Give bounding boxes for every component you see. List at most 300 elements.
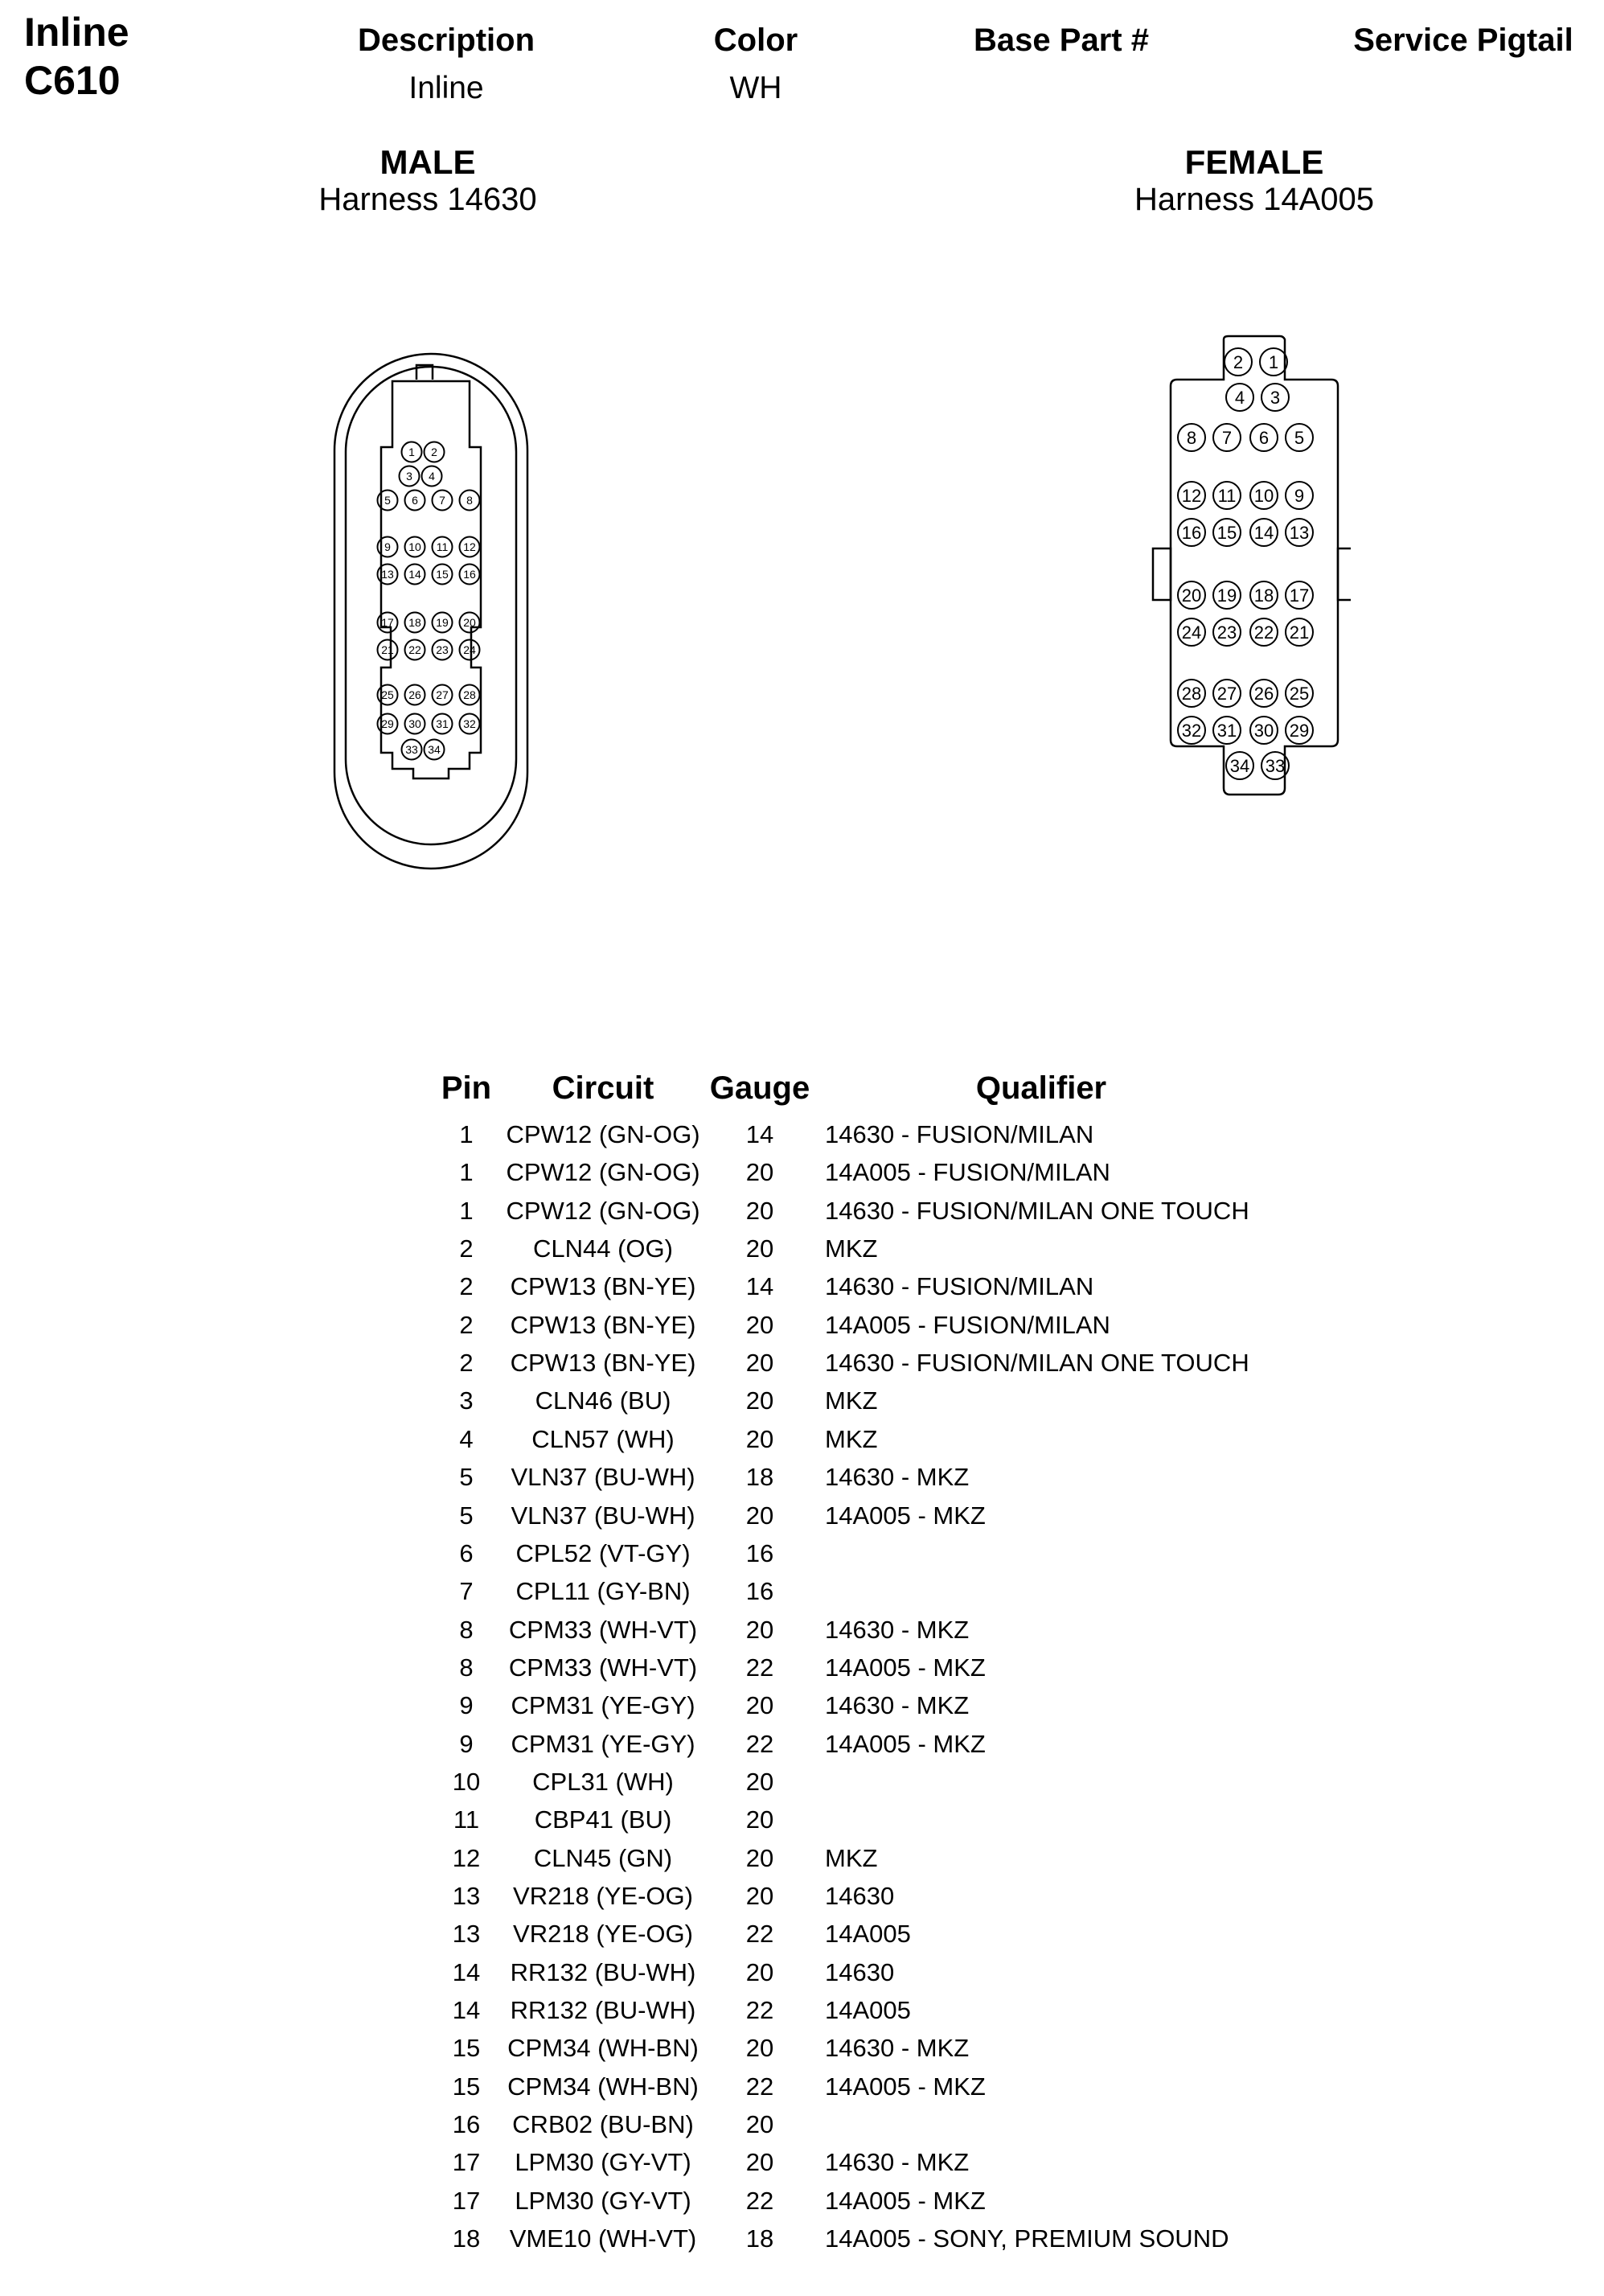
- male-pin: [402, 740, 422, 760]
- color-header: Color: [713, 23, 798, 58]
- qualifier-cell: 14630 - MKZ: [825, 2148, 970, 2177]
- male-pin: [433, 640, 453, 660]
- pin-cell: 14: [452, 1957, 481, 1986]
- circuit-cell: LPM30 (GY-VT): [515, 2148, 691, 2177]
- male-pin: [425, 442, 445, 462]
- male-pin: [405, 685, 425, 705]
- circuit-cell: CPW13 (BN-YE): [510, 1272, 696, 1301]
- female-view-subtitle: Harness 14A005: [1134, 182, 1374, 217]
- table-row: [0, 2029, 1604, 2067]
- qualifier-cell: 14630 - FUSION/MILAN ONE TOUCH: [825, 1196, 1249, 1225]
- table-row: [0, 2182, 1604, 2220]
- base-part-header: Base Part #: [974, 23, 1149, 58]
- female-pin: [1213, 618, 1241, 646]
- circuit-cell: VLN37 (BU-WH): [511, 1501, 695, 1530]
- male-pin: [422, 466, 442, 487]
- qualifier-cell: 14A005 - FUSION/MILAN: [825, 1158, 1110, 1187]
- pin-cell: 2: [459, 1349, 474, 1378]
- female-pin: [1225, 348, 1252, 376]
- female-pin: [1261, 384, 1289, 411]
- female-pin-label: 3: [1270, 387, 1281, 408]
- male-pin-label: 22: [408, 643, 421, 657]
- male-pin-label: 24: [463, 643, 476, 657]
- table-row: [0, 1458, 1604, 1496]
- qualifier-cell: 14A005 - MKZ: [825, 1653, 986, 1682]
- female-pin-label: 24: [1181, 622, 1202, 643]
- female-pin: [1250, 519, 1278, 546]
- qualifier-cell: MKZ: [825, 1234, 878, 1263]
- male-pin: [405, 565, 425, 585]
- circuit-cell: RR132 (BU-WH): [510, 1996, 696, 2025]
- male-pin-label: 7: [439, 494, 445, 507]
- table-row: [0, 1611, 1604, 1649]
- table-row: [0, 1230, 1604, 1267]
- female-pin: [1286, 717, 1313, 744]
- gauge-cell: 20: [745, 1805, 774, 1834]
- gauge-cell: 16: [745, 1577, 774, 1606]
- male-pin-label: 12: [463, 540, 476, 554]
- table-row: [0, 1153, 1604, 1191]
- circuit-cell: CPM31 (YE-GY): [511, 1729, 695, 1758]
- description-header: Description: [357, 23, 535, 58]
- male-pin-label: 30: [408, 717, 421, 731]
- male-pin-label: 18: [408, 616, 421, 630]
- female-pin-label: 18: [1253, 585, 1274, 606]
- pin-cell: 16: [452, 2110, 481, 2139]
- male-pin-label: 34: [428, 743, 441, 757]
- gauge-cell: 20: [745, 1234, 774, 1263]
- male-pin: [433, 685, 453, 705]
- female-pin: [1250, 424, 1278, 451]
- female-pin-label: 17: [1289, 585, 1310, 606]
- pin-cell: 6: [459, 1538, 474, 1567]
- pin-cell: 9: [459, 1729, 474, 1758]
- male-pin: [460, 537, 480, 557]
- male-pin-label: 4: [429, 470, 435, 483]
- female-pin-label: 1: [1268, 351, 1279, 372]
- female-pin: [1250, 581, 1278, 609]
- male-pin-label: 33: [405, 743, 418, 757]
- pin-cell: 2: [459, 1234, 474, 1263]
- female-pin: [1213, 519, 1241, 546]
- female-pin: [1286, 424, 1313, 451]
- circuit-cell: CPM33 (WH-VT): [508, 1653, 698, 1682]
- pin-cell: 13: [452, 1920, 481, 1949]
- gauge-cell: 20: [745, 1615, 774, 1644]
- male-pin-label: 26: [408, 688, 421, 702]
- gauge-cell: 18: [745, 2224, 774, 2253]
- table-row: [0, 2105, 1604, 2143]
- pin-cell: 14: [452, 1996, 481, 2025]
- qualifier-cell: 14630: [825, 1957, 895, 1986]
- female-pin-label: 6: [1258, 427, 1270, 448]
- female-pin-label: 23: [1216, 622, 1237, 643]
- gauge-cell: 20: [745, 1349, 774, 1378]
- female-pin-label: 15: [1216, 522, 1237, 543]
- female-pin: [1226, 384, 1253, 411]
- female-pin: [1286, 482, 1313, 509]
- circuit-cell: VLN37 (BU-WH): [511, 1463, 695, 1492]
- gauge-cell: 20: [745, 2034, 774, 2063]
- table-row: [0, 1497, 1604, 1534]
- gauge-cell: 20: [745, 1424, 774, 1453]
- male-pin: [433, 491, 453, 511]
- gauge-cell: 20: [745, 1158, 774, 1187]
- male-pin-label: 14: [408, 568, 421, 581]
- female-pin: [1261, 752, 1289, 779]
- female-pin: [1178, 717, 1205, 744]
- qualifier-cell: 14A005 - MKZ: [825, 1501, 986, 1530]
- female-pin-label: 14: [1253, 522, 1274, 543]
- male-pin: [400, 466, 420, 487]
- pin-cell: 18: [452, 2224, 481, 2253]
- male-pin: [405, 640, 425, 660]
- gauge-cell: 22: [745, 1920, 774, 1949]
- female-pin-label: 13: [1289, 522, 1310, 543]
- female-pin: [1178, 424, 1205, 451]
- pin-cell: 10: [452, 1767, 481, 1796]
- qualifier-cell: 14A005 - MKZ: [825, 2072, 986, 2101]
- circuit-cell: CPW12 (GN-OG): [506, 1158, 700, 1187]
- male-pin-label: 5: [384, 494, 391, 507]
- table-row: [0, 1534, 1604, 1572]
- male-pin: [433, 714, 453, 734]
- male-pin-label: 1: [408, 446, 415, 459]
- male-pin-label: 28: [463, 688, 476, 702]
- female-pin: [1178, 482, 1205, 509]
- male-pin: [378, 685, 398, 705]
- female-pin-label: 2: [1233, 351, 1244, 372]
- circuit-cell: VME10 (WH-VT): [509, 2224, 697, 2253]
- table-row: [0, 1382, 1604, 1419]
- female-right-latch: [1338, 548, 1351, 600]
- male-pin-label: 8: [466, 494, 473, 507]
- table-row: [0, 1801, 1604, 1838]
- circuit-cell: CPW13 (BN-YE): [510, 1310, 696, 1339]
- pin-cell: 13: [452, 1882, 481, 1910]
- female-pin: [1250, 618, 1278, 646]
- circuit-cell: CPL31 (WH): [532, 1767, 674, 1796]
- circuit-cell: VR218 (YE-OG): [513, 1882, 693, 1910]
- gauge-cell: 22: [745, 2072, 774, 2101]
- male-pin: [460, 640, 480, 660]
- qualifier-cell: MKZ: [825, 1424, 878, 1453]
- table-row: [0, 1192, 1604, 1230]
- female-view-title: FEMALE: [1184, 143, 1324, 181]
- table-row: [0, 1115, 1604, 1153]
- female-pin-label: 20: [1181, 585, 1202, 606]
- female-pin: [1250, 680, 1278, 707]
- female-pin: [1226, 752, 1253, 779]
- circuit-cell: CPW12 (GN-OG): [506, 1120, 700, 1148]
- circuit-cell: CPL11 (GY-BN): [515, 1577, 691, 1606]
- pin-cell: 1: [459, 1196, 474, 1225]
- table-row: [0, 1572, 1604, 1610]
- pin-cell: 1: [459, 1158, 474, 1187]
- gauge-cell: 20: [745, 1691, 774, 1720]
- gauge-cell: 20: [745, 1196, 774, 1225]
- male-pin: [460, 613, 480, 633]
- circuit-cell: CBP41 (BU): [534, 1805, 672, 1834]
- circuit-cell: CPM31 (YE-GY): [511, 1691, 695, 1720]
- pin-cell: 2: [459, 1272, 474, 1301]
- male-view-subtitle: Harness 14630: [318, 182, 537, 217]
- table-row: [0, 1306, 1604, 1344]
- qualifier-cell: 14A005 - SONY, PREMIUM SOUND: [825, 2224, 1229, 2253]
- gauge-cell: 20: [745, 1310, 774, 1339]
- male-outer-shell: [334, 354, 527, 869]
- female-pin-label: 28: [1181, 683, 1202, 704]
- table-header-pin: Pin: [441, 1070, 492, 1106]
- male-pin-label: 19: [436, 616, 449, 630]
- female-pin-label: 32: [1181, 720, 1202, 741]
- circuit-cell: CRB02 (BU-BN): [512, 2110, 694, 2139]
- female-pin-label: 30: [1253, 720, 1274, 741]
- table-header-qualifier: Qualifier: [975, 1070, 1107, 1106]
- connector-type: Inline: [24, 10, 129, 55]
- female-pin-label: 31: [1216, 720, 1237, 741]
- circuit-cell: CPW13 (BN-YE): [510, 1349, 696, 1378]
- qualifier-cell: 14630 - FUSION/MILAN: [825, 1120, 1094, 1148]
- table-row: [0, 1267, 1604, 1305]
- qualifier-cell: 14630 - FUSION/MILAN: [825, 1272, 1094, 1301]
- male-pin-label: 13: [381, 568, 394, 581]
- male-connector-diagram: [330, 346, 539, 877]
- pin-cell: 8: [459, 1653, 474, 1682]
- circuit-cell: CPL52 (VT-GY): [515, 1538, 691, 1567]
- pin-cell: 11: [453, 1805, 480, 1834]
- female-pin: [1286, 680, 1313, 707]
- male-pin-label: 23: [436, 643, 449, 657]
- gauge-cell: 20: [745, 1882, 774, 1910]
- female-pin-label: 5: [1294, 427, 1305, 448]
- qualifier-cell: 14A005 - MKZ: [825, 2186, 986, 2215]
- male-inner-shell: [346, 367, 516, 844]
- circuit-cell: CPM34 (WH-BN): [507, 2034, 699, 2063]
- gauge-cell: 20: [745, 1843, 774, 1872]
- male-pin: [433, 613, 453, 633]
- male-pin: [378, 714, 398, 734]
- circuit-cell: CLN44 (OG): [533, 1234, 673, 1263]
- description-value: Inline: [408, 71, 484, 105]
- gauge-cell: 20: [745, 1767, 774, 1796]
- male-pin-label: 6: [412, 494, 418, 507]
- female-pin-label: 4: [1234, 387, 1245, 408]
- gauge-cell: 20: [745, 1501, 774, 1530]
- connector-id: C610: [24, 58, 121, 103]
- female-left-latch: [1153, 548, 1171, 600]
- gauge-cell: 22: [745, 2186, 774, 2215]
- female-pin-label: 25: [1289, 683, 1310, 704]
- female-pin: [1213, 424, 1241, 451]
- gauge-cell: 22: [745, 1653, 774, 1682]
- female-pin: [1286, 581, 1313, 609]
- gauge-cell: 14: [745, 1272, 774, 1301]
- female-pin-label: 9: [1294, 485, 1305, 506]
- male-pin: [433, 537, 453, 557]
- male-pin-label: 16: [463, 568, 476, 581]
- male-pin: [402, 442, 422, 462]
- pin-cell: 1: [459, 1120, 474, 1148]
- male-pin: [405, 613, 425, 633]
- table-row: [0, 1839, 1604, 1877]
- circuit-cell: CLN45 (GN): [533, 1843, 673, 1872]
- qualifier-cell: 14630 - MKZ: [825, 2034, 970, 2063]
- pin-cell: 5: [459, 1463, 474, 1492]
- female-pin: [1286, 618, 1313, 646]
- qualifier-cell: MKZ: [825, 1386, 878, 1415]
- female-pin: [1213, 680, 1241, 707]
- male-pin-label: 10: [408, 540, 421, 554]
- qualifier-cell: 14630 - FUSION/MILAN ONE TOUCH: [825, 1349, 1249, 1378]
- circuit-cell: LPM30 (GY-VT): [515, 2186, 691, 2215]
- male-pin-label: 9: [384, 540, 391, 554]
- qualifier-cell: 14630 - MKZ: [825, 1615, 970, 1644]
- qualifier-cell: 14630: [825, 1882, 895, 1910]
- female-pin: [1213, 581, 1241, 609]
- pin-cell: 12: [452, 1843, 481, 1872]
- male-view-title: MALE: [379, 143, 476, 181]
- pin-cell: 4: [459, 1424, 474, 1453]
- male-pin-label: 21: [381, 643, 394, 657]
- gauge-cell: 20: [745, 1386, 774, 1415]
- service-pigtail-header: Service Pigtail: [1353, 23, 1573, 58]
- female-pin-label: 21: [1289, 622, 1310, 643]
- pin-cell: 3: [459, 1386, 474, 1415]
- male-pin: [433, 565, 453, 585]
- circuit-cell: CPW12 (GN-OG): [506, 1196, 700, 1225]
- pin-cell: 8: [459, 1615, 474, 1644]
- male-pin-label: 29: [381, 717, 394, 731]
- female-pin: [1213, 482, 1241, 509]
- table-row: [0, 1344, 1604, 1382]
- female-pin-label: 33: [1265, 755, 1286, 776]
- male-pin: [460, 685, 480, 705]
- female-pin-label: 16: [1181, 522, 1202, 543]
- female-pin-label: 34: [1229, 755, 1250, 776]
- female-pin-label: 12: [1181, 485, 1202, 506]
- table-row: [0, 1649, 1604, 1686]
- female-pin-label: 22: [1253, 622, 1274, 643]
- pin-cell: 2: [459, 1310, 474, 1339]
- table-row: [0, 1686, 1604, 1724]
- table-row: [0, 2143, 1604, 2181]
- qualifier-cell: MKZ: [825, 1843, 878, 1872]
- female-pin: [1213, 717, 1241, 744]
- table-row: [0, 2068, 1604, 2105]
- female-pin: [1178, 519, 1205, 546]
- male-pin-label: 25: [381, 688, 394, 702]
- female-pin-label: 26: [1253, 683, 1274, 704]
- gauge-cell: 20: [745, 2148, 774, 2177]
- female-pin: [1286, 519, 1313, 546]
- circuit-cell: RR132 (BU-WH): [510, 1957, 696, 1986]
- male-pin: [405, 714, 425, 734]
- qualifier-cell: 14630 - MKZ: [825, 1463, 970, 1492]
- pin-cell: 17: [452, 2148, 481, 2177]
- male-pin: [460, 565, 480, 585]
- table-row: [0, 1725, 1604, 1763]
- gauge-cell: 22: [745, 1729, 774, 1758]
- male-pin-label: 15: [436, 568, 449, 581]
- male-pin: [378, 565, 398, 585]
- male-pin-label: 27: [436, 688, 449, 702]
- male-pin-label: 3: [406, 470, 412, 483]
- qualifier-cell: 14A005: [825, 1920, 911, 1949]
- female-pin-label: 10: [1253, 485, 1274, 506]
- male-pin-label: 17: [381, 616, 394, 630]
- circuit-cell: VR218 (YE-OG): [513, 1920, 693, 1949]
- female-pin-label: 27: [1216, 683, 1237, 704]
- circuit-cell: CLN57 (WH): [531, 1424, 675, 1453]
- qualifier-cell: 14630 - MKZ: [825, 1691, 970, 1720]
- gauge-cell: 22: [745, 1996, 774, 2025]
- color-value: WH: [729, 71, 782, 105]
- female-pin: [1260, 348, 1287, 376]
- female-pin: [1250, 482, 1278, 509]
- table-row: [0, 1763, 1604, 1801]
- pin-cell: 7: [459, 1577, 474, 1606]
- gauge-cell: 14: [745, 1120, 774, 1148]
- male-pin: [425, 740, 445, 760]
- table-row: [0, 1877, 1604, 1915]
- pin-cell: 17: [452, 2186, 481, 2215]
- male-pin: [378, 613, 398, 633]
- female-pin: [1178, 680, 1205, 707]
- female-pin-label: 11: [1217, 485, 1237, 506]
- female-pin-label: 29: [1289, 720, 1310, 741]
- table-row: [0, 1953, 1604, 1991]
- pin-cell: 15: [452, 2034, 481, 2063]
- table-row: [0, 1991, 1604, 2029]
- gauge-cell: 20: [745, 1957, 774, 1986]
- male-pin-label: 2: [431, 446, 437, 459]
- gauge-cell: 16: [745, 1538, 774, 1567]
- gauge-cell: 18: [745, 1463, 774, 1492]
- pin-cell: 9: [459, 1691, 474, 1720]
- female-pin: [1178, 618, 1205, 646]
- circuit-cell: CPM34 (WH-BN): [507, 2072, 699, 2101]
- male-pin: [378, 640, 398, 660]
- male-pin: [460, 491, 480, 511]
- table-row: [0, 1915, 1604, 1953]
- male-pin-label: 31: [436, 717, 449, 731]
- female-pin: [1250, 717, 1278, 744]
- female-connector-diagram: [1142, 322, 1351, 812]
- qualifier-cell: 14A005: [825, 1996, 911, 2025]
- female-pin-label: 7: [1221, 427, 1233, 448]
- pin-cell: 15: [452, 2072, 481, 2101]
- male-pin-label: 32: [463, 717, 476, 731]
- circuit-cell: CLN46 (BU): [535, 1386, 671, 1415]
- table-row: [0, 2220, 1604, 2257]
- circuit-cell: CPM33 (WH-VT): [508, 1615, 698, 1644]
- table-header-gauge: Gauge: [709, 1070, 810, 1106]
- male-pin: [405, 537, 425, 557]
- table-header-circuit: Circuit: [552, 1070, 654, 1106]
- table-row: [0, 1420, 1604, 1458]
- qualifier-cell: 14A005 - MKZ: [825, 1729, 986, 1758]
- male-pin: [405, 491, 425, 511]
- female-pin-label: 19: [1216, 585, 1237, 606]
- qualifier-cell: 14A005 - FUSION/MILAN: [825, 1310, 1110, 1339]
- male-pin-label: 20: [463, 616, 476, 630]
- male-pin: [460, 714, 480, 734]
- male-pin-label: 11: [436, 540, 449, 554]
- female-pin-label: 8: [1186, 427, 1197, 448]
- gauge-cell: 20: [745, 2110, 774, 2139]
- female-pin: [1178, 581, 1205, 609]
